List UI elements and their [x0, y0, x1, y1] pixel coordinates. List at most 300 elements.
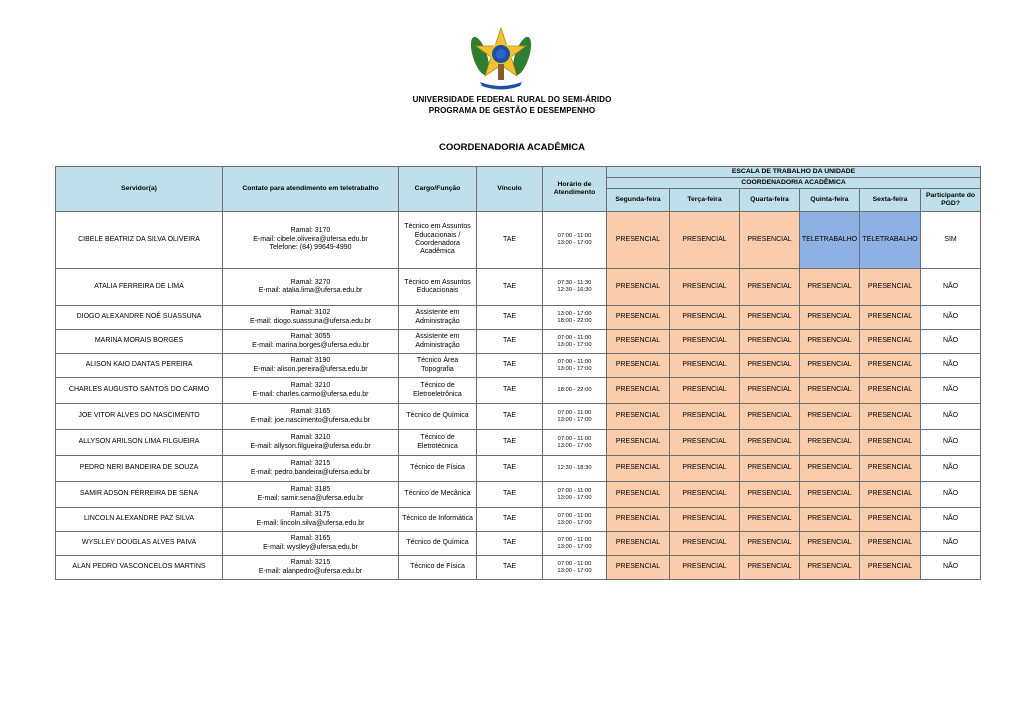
contact-cell-text: Ramal: 3175 [290, 511, 331, 519]
servidor-name-cell-text: PEDRO NERI BANDEIRA DE SOUZA [79, 464, 199, 472]
day-schedule-cell-text: PRESENCIAL [615, 515, 661, 523]
day-schedule-cell-text: PRESENCIAL [615, 412, 661, 420]
day-schedule-cell-text: PRESENCIAL [682, 361, 727, 369]
day-schedule-cell [800, 456, 860, 482]
cargo-cell [399, 532, 477, 556]
pgd-cell-text: NÃO [942, 464, 959, 472]
day-schedule-cell-text: PRESENCIAL [867, 412, 913, 420]
vinculo-cell [477, 212, 543, 269]
day-schedule-cell-text: PRESENCIAL [615, 282, 661, 290]
pgd-cell [921, 430, 981, 456]
contact-cell-text: Ramal: 3165 [290, 408, 331, 416]
day-schedule-cell [670, 482, 740, 508]
vinculo-cell [477, 378, 543, 404]
cargo-cell-text: Técnico em Assuntos Educacionais [404, 278, 471, 294]
vinculo-cell-text: TAE [502, 563, 517, 571]
day-schedule-cell-text: PRESENCIAL [682, 313, 727, 321]
vinculo-cell-text: TAE [502, 235, 517, 243]
day-schedule-cell-text: PRESENCIAL [807, 563, 852, 571]
day-schedule-cell-text: PRESENCIAL [747, 313, 792, 321]
vinculo-cell-text: TAE [502, 412, 517, 420]
day-schedule-cell [670, 404, 740, 430]
contact-cell [223, 354, 399, 378]
vinculo-cell-text: TAE [502, 313, 517, 321]
contact-cell-text: E-mail: cibele.oliveira@ufersa.edu.br [253, 235, 368, 243]
horario-cell [543, 456, 607, 482]
day-schedule-cell-text: PRESENCIAL [615, 539, 661, 547]
horario-cell-text: 13:00 - 17:00 [557, 442, 592, 449]
horario-cell [543, 330, 607, 354]
horario-cell [543, 532, 607, 556]
header-vinculo: Vínculo [477, 167, 543, 212]
day-schedule-cell [670, 330, 740, 354]
horario-cell-text: 13:00 - 17:00 [557, 310, 592, 317]
horario-cell-text: 13:00 - 17:00 [557, 240, 592, 246]
day-schedule-cell [740, 508, 800, 532]
day-schedule-cell [607, 532, 670, 556]
day-schedule-cell [860, 482, 921, 508]
vinculo-cell-text: TAE [502, 490, 517, 498]
cargo-cell-text: Técnico de Informática [402, 515, 473, 523]
day-schedule-cell-text: PRESENCIAL [867, 313, 913, 321]
day-schedule-cell-text: PRESENCIAL [747, 235, 792, 243]
day-schedule-cell-text: PRESENCIAL [807, 490, 852, 498]
horario-cell-text: 12:30 - 18:30 [557, 465, 592, 472]
contact-cell [223, 330, 399, 354]
pgd-cell-text: NÃO [942, 361, 959, 369]
contact-cell-text: E-mail: lincoln.silva@ufersa.edu.br [256, 519, 365, 527]
horario-cell [543, 430, 607, 456]
day-schedule-cell-text: PRESENCIAL [682, 282, 727, 290]
horario-cell-text: 13:00 - 17:00 [557, 416, 592, 423]
horario-cell-text: 07:00 - 11:00 [557, 560, 592, 567]
day-schedule-cell [670, 269, 740, 306]
day-schedule-cell-text: PRESENCIAL [747, 386, 792, 394]
cargo-cell-text: Técnico de Física [410, 563, 465, 571]
day-schedule-cell-text: PRESENCIAL [615, 337, 661, 345]
day-schedule-cell-text: PRESENCIAL [867, 563, 913, 571]
contact-cell-text: E-mail: atalia.lima@ufersa.edu.br [258, 287, 363, 294]
coat-of-arms-seal [470, 26, 532, 92]
cargo-cell [399, 556, 477, 580]
day-schedule-cell-text: PRESENCIAL [682, 464, 727, 472]
cargo-cell-text: Assistente em Administração [415, 333, 460, 349]
day-schedule-cell-text: PRESENCIAL [747, 563, 792, 571]
day-schedule-cell-text: PRESENCIAL [682, 386, 727, 394]
day-schedule-cell [800, 306, 860, 330]
contact-cell-text: Ramal: 3210 [290, 382, 331, 390]
header-day: Sexta-feira [860, 189, 921, 212]
day-schedule-cell-text: PRESENCIAL [867, 464, 913, 472]
pgd-cell [921, 556, 981, 580]
day-schedule-cell-text: PRESENCIAL [747, 282, 792, 290]
contact-cell-text: E-mail: alanpedro@ufersa.edu.br [258, 567, 363, 575]
servidor-name-cell [56, 430, 223, 456]
servidor-name-cell-text: SAMIR ADSON FERREIRA DE SENA [79, 490, 199, 498]
header-contato: Contato para atendimento em teletrabalho [223, 167, 399, 212]
day-schedule-cell-text: PRESENCIAL [747, 490, 792, 498]
servidor-name-cell-text: LINCOLN ALEXANDRE PAZ SILVA [83, 515, 195, 523]
header-day: Terça-feira [670, 189, 740, 212]
day-schedule-cell [740, 354, 800, 378]
contact-cell-text: Ramal: 3190 [290, 357, 331, 365]
vinculo-cell [477, 306, 543, 330]
cargo-cell [399, 354, 477, 378]
vinculo-cell-text: TAE [502, 539, 517, 547]
day-schedule-cell-text: PRESENCIAL [867, 386, 913, 394]
cargo-cell [399, 456, 477, 482]
contact-cell-text: E-mail: alison.pereira@ufersa.edu.br [253, 365, 368, 373]
day-schedule-cell-text: PRESENCIAL [807, 282, 852, 290]
horario-cell-text: 07:00 - 11:00 [557, 435, 592, 442]
table-row [56, 306, 981, 330]
contact-cell-text: E-mail: wyslley@ufersa.edu.br [263, 543, 358, 551]
table-row [56, 456, 981, 482]
contact-cell-text: Telefone: (84) 99649-4990 [269, 244, 352, 252]
horario-cell-text: 07:00 - 11:00 [557, 233, 592, 240]
horario-cell-text: 13:00 - 17:00 [557, 341, 592, 348]
day-schedule-cell [670, 456, 740, 482]
servidor-name-cell [56, 306, 223, 330]
cargo-cell-text: Técnico de Química [406, 412, 469, 420]
contact-cell [223, 508, 399, 532]
day-schedule-cell-text: TELETRABALHO [801, 235, 858, 243]
vinculo-cell [477, 456, 543, 482]
vinculo-cell-text: TAE [502, 438, 517, 446]
vinculo-cell-text: TAE [502, 515, 517, 523]
day-schedule-cell [860, 508, 921, 532]
vinculo-cell [477, 354, 543, 378]
header-escala: ESCALA DE TRABALHO DA UNIDADE [607, 167, 981, 178]
table-row [56, 354, 981, 378]
pgd-cell [921, 456, 981, 482]
horario-cell-text: 13:00 - 17:00 [557, 519, 592, 526]
contact-cell-text: Ramal: 3185 [290, 486, 331, 494]
day-schedule-cell-text: PRESENCIAL [747, 337, 792, 345]
cargo-cell [399, 306, 477, 330]
day-schedule-cell [860, 404, 921, 430]
horario-cell [543, 508, 607, 532]
day-schedule-cell [800, 556, 860, 580]
day-schedule-cell [800, 269, 860, 306]
day-schedule-cell [740, 330, 800, 354]
day-schedule-cell [670, 212, 740, 269]
vinculo-cell-text: TAE [502, 386, 517, 394]
horario-cell [543, 212, 607, 269]
horario-cell-text: 07:00 - 11:00 [557, 512, 592, 519]
vinculo-cell-text: TAE [502, 337, 517, 345]
day-schedule-cell-text: PRESENCIAL [807, 386, 852, 394]
horario-cell-text: 07:00 - 11:00 [557, 409, 592, 416]
horario-cell [543, 306, 607, 330]
contact-cell-text: E-mail: pedro.bandeira@ufersa.edu.br [250, 468, 371, 476]
day-schedule-cell-text: PRESENCIAL [682, 438, 727, 446]
header-cargo: Cargo/Função [399, 167, 477, 212]
program-name: PROGRAMA DE GESTÃO E DESEMPENHO [428, 106, 596, 115]
servidor-name-cell-text: ATALIA FERREIRA DE LIMA [94, 282, 184, 290]
day-schedule-cell [607, 378, 670, 404]
day-schedule-cell [860, 212, 921, 269]
contact-cell [223, 306, 399, 330]
cargo-cell [399, 212, 477, 269]
day-schedule-cell [860, 430, 921, 456]
servidor-name-cell-text: MARINA MORAIS BORGES [94, 337, 184, 345]
day-schedule-cell-text: PRESENCIAL [747, 412, 792, 420]
day-schedule-cell [800, 378, 860, 404]
horario-cell-text: 07:00 - 11:00 [557, 334, 592, 341]
table-row [56, 269, 981, 306]
day-schedule-cell [740, 378, 800, 404]
contact-cell-text: E-mail: diogo.suassuna@ufersa.edu.br [249, 317, 372, 325]
pgd-cell-text: NÃO [942, 412, 959, 420]
servidor-name-cell [56, 532, 223, 556]
servidor-name-cell [56, 212, 223, 269]
header-pgd: Participante do PGD? [921, 189, 981, 212]
day-schedule-cell [860, 269, 921, 306]
contact-cell-text: Ramal: 3215 [290, 559, 331, 567]
horario-cell [543, 482, 607, 508]
day-schedule-cell-text: PRESENCIAL [807, 412, 852, 420]
cargo-cell [399, 330, 477, 354]
institution-name: UNIVERSIDADE FEDERAL RURAL DO SEMI-ÁRIDO [412, 95, 612, 104]
vinculo-cell [477, 269, 543, 306]
horario-cell-text: 12:30 - 16:30 [557, 287, 592, 293]
servidor-name-cell [56, 269, 223, 306]
servidor-name-cell [56, 556, 223, 580]
day-schedule-cell [740, 532, 800, 556]
day-schedule-cell [607, 456, 670, 482]
day-schedule-cell [607, 212, 670, 269]
pgd-cell [921, 482, 981, 508]
contact-cell [223, 456, 399, 482]
day-schedule-cell-text: PRESENCIAL [807, 337, 852, 345]
day-schedule-cell [670, 378, 740, 404]
day-schedule-cell-text: PRESENCIAL [615, 490, 661, 498]
day-schedule-cell [800, 330, 860, 354]
pgd-cell-text: NÃO [942, 515, 959, 523]
contact-cell [223, 269, 399, 306]
horario-cell [543, 354, 607, 378]
pgd-cell-text: NÃO [942, 539, 959, 547]
pgd-cell [921, 212, 981, 269]
cargo-cell-text: Técnico de Química [406, 539, 469, 547]
day-schedule-cell [607, 556, 670, 580]
table-row [56, 330, 981, 354]
day-schedule-cell-text: PRESENCIAL [747, 464, 792, 472]
servidor-name-cell-text: ALISON KAIO DANTAS PEREIRA [85, 361, 193, 369]
cargo-cell-text: Técnico de Eletrotécnica [417, 434, 458, 450]
pgd-cell [921, 404, 981, 430]
contact-cell-text: E-mail: allyson.filgueira@ufersa.edu.br [250, 442, 371, 450]
day-schedule-cell-text: PRESENCIAL [615, 361, 661, 369]
day-schedule-cell-text: PRESENCIAL [615, 313, 661, 321]
day-schedule-cell-text: PRESENCIAL [867, 539, 913, 547]
cargo-cell-text: Técnico de Física [410, 464, 465, 472]
day-schedule-cell-text: PRESENCIAL [807, 438, 852, 446]
servidor-name-cell-text: WYSLLEY DOUGLAS ALVES PAIVA [81, 539, 197, 547]
header-horario: Horário de Atendimento [543, 167, 607, 212]
day-schedule-cell [740, 556, 800, 580]
day-schedule-cell [740, 482, 800, 508]
day-schedule-cell [607, 404, 670, 430]
servidor-name-cell [56, 378, 223, 404]
contact-cell [223, 404, 399, 430]
day-schedule-cell-text: PRESENCIAL [615, 235, 661, 243]
contact-cell-text: Ramal: 3270 [290, 278, 331, 286]
day-schedule-cell-text: PRESENCIAL [682, 412, 727, 420]
servidor-name-cell-text: JOE VITOR ALVES DO NASCIMENTO [78, 412, 200, 420]
header-day: Quinta-feira [800, 189, 860, 212]
header-servidor: Servidor(a) [56, 167, 223, 212]
day-schedule-cell-text: PRESENCIAL [615, 464, 661, 472]
contact-cell [223, 212, 399, 269]
horario-cell-text: 18:00 - 22:00 [557, 387, 592, 394]
pgd-cell-text: SIM [944, 235, 957, 243]
vinculo-cell [477, 532, 543, 556]
day-schedule-cell-text: PRESENCIAL [867, 361, 913, 369]
table-row [56, 378, 981, 404]
day-schedule-cell [860, 556, 921, 580]
contact-cell-text: Ramal: 3055 [290, 333, 331, 341]
day-schedule-cell-text: PRESENCIAL [682, 337, 727, 345]
contact-cell-text: E-mail: joe.nascimento@ufersa.edu.br [250, 416, 371, 424]
servidor-name-cell [56, 482, 223, 508]
day-schedule-cell-text: PRESENCIAL [682, 235, 727, 243]
cargo-cell [399, 378, 477, 404]
day-schedule-cell [670, 556, 740, 580]
table-row [56, 508, 981, 532]
table-row [56, 430, 981, 456]
pgd-cell-text: NÃO [942, 563, 959, 571]
day-schedule-cell-text: PRESENCIAL [807, 464, 852, 472]
day-schedule-cell [800, 404, 860, 430]
day-schedule-cell [860, 532, 921, 556]
horario-cell-text: 13:00 - 17:00 [557, 494, 592, 501]
horario-cell [543, 378, 607, 404]
cargo-cell-text: Técnico de Mecânica [404, 490, 471, 498]
day-schedule-cell-text: PRESENCIAL [615, 386, 661, 394]
servidor-name-cell [56, 330, 223, 354]
day-schedule-cell [670, 430, 740, 456]
contact-cell-text: E-mail: charles.carmo@ufersa.edu.br [252, 390, 369, 398]
day-schedule-cell [800, 508, 860, 532]
day-schedule-cell [607, 354, 670, 378]
day-schedule-cell [740, 456, 800, 482]
horario-cell-text: 13:00 - 17:00 [557, 543, 592, 550]
contact-cell-text: E-mail: marina.borges@ufersa.edu.br [252, 341, 369, 349]
horario-cell-text: 07:00 - 11:00 [557, 358, 592, 365]
contact-cell [223, 430, 399, 456]
day-schedule-cell-text: PRESENCIAL [807, 361, 852, 369]
table-row [56, 212, 981, 269]
pgd-cell [921, 508, 981, 532]
servidor-name-cell-text: CIBELE BEATRIZ DA SILVA OLIVEIRA [78, 235, 200, 243]
pgd-cell-text: NÃO [942, 313, 959, 321]
day-schedule-cell-text: PRESENCIAL [807, 515, 852, 523]
horario-cell [543, 269, 607, 306]
pgd-cell-text: NÃO [942, 386, 959, 394]
day-schedule-cell-text: TELETRABALHO [862, 235, 918, 243]
day-schedule-cell-text: PRESENCIAL [807, 539, 852, 547]
servidor-name-cell-text: ALAN PEDRO VASCONCELOS MARTINS [72, 563, 206, 571]
day-schedule-cell-text: PRESENCIAL [867, 515, 913, 523]
pgd-cell-text: NÃO [942, 438, 959, 446]
table-row [56, 482, 981, 508]
day-schedule-cell-text: PRESENCIAL [747, 361, 792, 369]
contact-cell [223, 378, 399, 404]
day-schedule-cell [740, 212, 800, 269]
contact-cell-text: Ramal: 3215 [290, 460, 331, 468]
day-schedule-cell [740, 430, 800, 456]
day-schedule-cell [800, 532, 860, 556]
servidor-name-cell [56, 508, 223, 532]
day-schedule-cell [800, 354, 860, 378]
contact-cell [223, 556, 399, 580]
section-title: COORDENADORIA ACADÊMICA [438, 142, 586, 153]
contact-cell-text: Ramal: 3170 [290, 227, 331, 235]
day-schedule-cell [800, 482, 860, 508]
day-schedule-cell [670, 532, 740, 556]
day-schedule-cell [607, 269, 670, 306]
day-schedule-cell [860, 378, 921, 404]
horario-cell-text: 07:30 - 11:30 [557, 280, 592, 287]
pgd-cell [921, 378, 981, 404]
pgd-cell-text: NÃO [942, 337, 959, 345]
cargo-cell-text: Técnico de Eletroeletrônica [413, 382, 462, 398]
day-schedule-cell-text: PRESENCIAL [682, 515, 727, 523]
schedule-table [55, 166, 981, 580]
cargo-cell [399, 404, 477, 430]
vinculo-cell [477, 556, 543, 580]
day-schedule-cell [670, 508, 740, 532]
contact-cell-text: Ramal: 3165 [290, 535, 331, 543]
horario-cell-text: 13:00 - 17:00 [557, 365, 592, 372]
horario-cell-text: 07:00 - 11:00 [557, 536, 592, 543]
day-schedule-cell [740, 306, 800, 330]
header-unidade: COORDENADORIA ACADÊMICA [607, 178, 981, 189]
vinculo-cell [477, 330, 543, 354]
day-schedule-cell [800, 212, 860, 269]
pgd-cell [921, 532, 981, 556]
day-schedule-cell-text: PRESENCIAL [867, 282, 913, 290]
pgd-cell-text: NÃO [942, 282, 959, 290]
horario-cell-text: 07:00 - 11:00 [557, 487, 592, 494]
day-schedule-cell [800, 430, 860, 456]
day-schedule-cell [607, 430, 670, 456]
contact-cell [223, 482, 399, 508]
servidor-name-cell-text: CHARLES AUGUSTO SANTOS DO CARMO [68, 386, 210, 394]
day-schedule-cell [670, 306, 740, 330]
day-schedule-cell [740, 404, 800, 430]
day-schedule-cell-text: PRESENCIAL [682, 490, 727, 498]
pgd-cell [921, 306, 981, 330]
pgd-cell [921, 354, 981, 378]
day-schedule-cell [860, 330, 921, 354]
day-schedule-cell [607, 508, 670, 532]
day-schedule-cell-text: PRESENCIAL [807, 313, 852, 321]
header-day: Segunda-feira [607, 189, 670, 212]
day-schedule-cell-text: PRESENCIAL [615, 563, 661, 571]
vinculo-cell-text: TAE [502, 282, 517, 290]
vinculo-cell-text: TAE [502, 361, 517, 369]
day-schedule-cell-text: PRESENCIAL [867, 490, 913, 498]
servidor-name-cell-text: DIOGO ALEXANDRE NOÉ SUASSUNA [76, 313, 202, 321]
vinculo-cell [477, 508, 543, 532]
day-schedule-cell-text: PRESENCIAL [682, 539, 727, 547]
servidor-name-cell [56, 354, 223, 378]
contact-cell-text: E-mail: samir.sena@ufersa.edu.br [257, 494, 364, 502]
day-schedule-cell-text: PRESENCIAL [747, 515, 792, 523]
